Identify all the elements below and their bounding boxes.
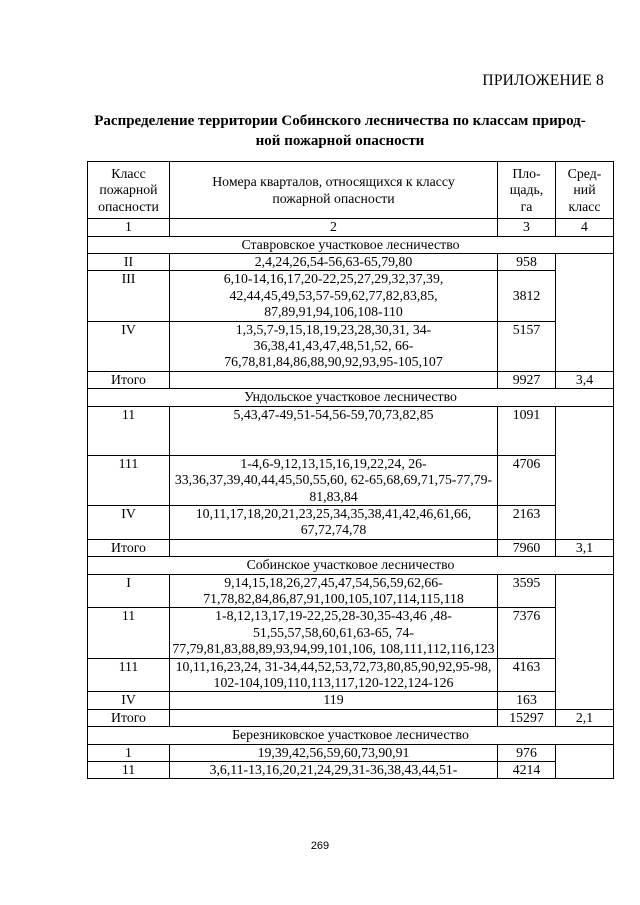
cell-average bbox=[556, 505, 614, 539]
table-row bbox=[88, 455, 614, 505]
cell-class: III bbox=[88, 271, 170, 321]
section-title: Ставровское участковое лесничество bbox=[88, 236, 614, 253]
cell-quarters: 3,6,11-13,16,20,21,24,29,31-36,38,43,44,51- bbox=[170, 762, 498, 779]
total-row bbox=[88, 709, 614, 726]
cell-class: 11 bbox=[88, 608, 170, 658]
cell-average bbox=[556, 658, 614, 692]
section-row bbox=[88, 389, 614, 406]
section-row bbox=[88, 557, 614, 574]
table-row bbox=[88, 254, 614, 271]
cell-area: 976 bbox=[498, 744, 556, 761]
table-row bbox=[88, 321, 614, 371]
cell-class: IV bbox=[88, 505, 170, 539]
cell-class: 11 bbox=[88, 762, 170, 779]
table-row bbox=[88, 505, 614, 539]
cell-total-label: Итого bbox=[88, 371, 170, 388]
cell-class: IV bbox=[88, 321, 170, 371]
column-numbers-row bbox=[88, 219, 614, 236]
col-number: 3 bbox=[498, 219, 556, 236]
cell-quarters: 10,11,16,23,24, 31-34,44,52,53,72,73,80,85,90,92,95-98, 102-104,109,110,113,117,120-122,124-126 bbox=[170, 658, 498, 692]
cell-area: 3812 bbox=[498, 271, 556, 321]
cell-total-area: 15297 bbox=[498, 709, 556, 726]
cell-quarters: 19,39,42,56,59,60,73,90,91 bbox=[170, 744, 498, 761]
col-number: 2 bbox=[170, 219, 498, 236]
section-title: Ундольское участковое лесничество bbox=[88, 389, 614, 406]
cell-total-average: 3,1 bbox=[556, 539, 614, 556]
cell-average bbox=[556, 744, 614, 761]
cell-average bbox=[556, 608, 614, 658]
cell-total-area: 7960 bbox=[498, 539, 556, 556]
cell-average bbox=[556, 271, 614, 321]
cell-area: 4706 bbox=[498, 455, 556, 505]
header-area: Пло-щадь, га bbox=[498, 162, 556, 219]
cell-class: I bbox=[88, 574, 170, 608]
header-quarters: Номера кварталов, относящихся к классу пожарной опасности bbox=[170, 162, 498, 219]
cell-average bbox=[556, 455, 614, 505]
title-line-1: Распределение территории Собинского лесничества по классам природ- bbox=[94, 113, 586, 129]
title-line-2: ной пожарной опасности bbox=[255, 133, 425, 149]
page-number: 269 bbox=[310, 840, 330, 852]
section-row bbox=[88, 727, 614, 744]
section-title: Березниковское участковое лесничество bbox=[88, 727, 614, 744]
cell-quarters: 1,3,5,7-9,15,18,19,23,28,30,31, 34-36,38,41,43,47,48,51,52, 66-76,78,81,84,86,88,90,92,93,95-105,107 bbox=[170, 321, 498, 371]
cell-average bbox=[556, 692, 614, 709]
cell-total-label: Итого bbox=[88, 709, 170, 726]
cell-area: 958 bbox=[498, 254, 556, 271]
cell-class: 11 bbox=[88, 406, 170, 455]
cell-quarters: 10,11,17,18,20,21,23,25,34,35,38,41,42,46,61,66, 67,72,74,78 bbox=[170, 505, 498, 539]
cell-area: 3595 bbox=[498, 574, 556, 608]
cell-class: II bbox=[88, 254, 170, 271]
section-row bbox=[88, 236, 614, 253]
appendix-label: ПРИЛОЖЕНИЕ 8 bbox=[482, 72, 604, 89]
fire-class-table bbox=[87, 161, 614, 779]
cell-quarters: 5,43,47-49,51-54,56-59,70,73,82,85 bbox=[170, 406, 498, 455]
cell-area: 7376 bbox=[498, 608, 556, 658]
cell-average bbox=[556, 762, 614, 779]
cell-quarters: 9,14,15,18,26,27,45,47,54,56,59,62,66- 71,78,82,84,86,87,91,100,105,107,114,115,118 bbox=[170, 574, 498, 608]
table-row bbox=[88, 692, 614, 709]
cell-total-label: Итого bbox=[88, 539, 170, 556]
header-row bbox=[88, 162, 614, 219]
cell-total-average: 2,1 bbox=[556, 709, 614, 726]
table-row bbox=[88, 608, 614, 658]
cell-average bbox=[556, 406, 614, 455]
cell-average bbox=[556, 321, 614, 371]
table-row bbox=[88, 574, 614, 608]
cell-class: 1 bbox=[88, 744, 170, 761]
cell-area: 2163 bbox=[498, 505, 556, 539]
cell-total-average: 3,4 bbox=[556, 371, 614, 388]
cell-area: 4163 bbox=[498, 658, 556, 692]
cell-empty bbox=[170, 709, 498, 726]
document-title bbox=[60, 111, 620, 151]
cell-average bbox=[556, 574, 614, 608]
cell-empty bbox=[170, 371, 498, 388]
cell-average bbox=[556, 254, 614, 271]
cell-area: 163 bbox=[498, 692, 556, 709]
cell-class: IV bbox=[88, 692, 170, 709]
table-row bbox=[88, 744, 614, 761]
cell-total-area: 9927 bbox=[498, 371, 556, 388]
header-average: Сред-ний класс bbox=[556, 162, 614, 219]
table-row bbox=[88, 271, 614, 321]
col-number: 1 bbox=[88, 219, 170, 236]
total-row bbox=[88, 539, 614, 556]
table-row bbox=[88, 762, 614, 779]
total-row bbox=[88, 371, 614, 388]
cell-area: 5157 bbox=[498, 321, 556, 371]
cell-class: 111 bbox=[88, 658, 170, 692]
cell-quarters: 119 bbox=[170, 692, 498, 709]
cell-empty bbox=[170, 539, 498, 556]
col-number: 4 bbox=[556, 219, 614, 236]
cell-area: 4214 bbox=[498, 762, 556, 779]
header-class: Класс пожарной опасности bbox=[88, 162, 170, 219]
cell-quarters: 2,4,24,26,54-56,63-65,79,80 bbox=[170, 254, 498, 271]
table-row bbox=[88, 406, 614, 455]
section-title: Собинское участковое лесничество bbox=[88, 557, 614, 574]
cell-class: 111 bbox=[88, 455, 170, 505]
cell-area: 1091 bbox=[498, 406, 556, 455]
cell-quarters: 1-4,6-9,12,13,15,16,19,22,24, 26-33,36,37,39,40,44,45,50,55,60, 62-65,68,69,71,75-77,79-81,83,84 bbox=[170, 455, 498, 505]
cell-quarters: 1-8,12,13,17,19-22,25,28-30,35-43,46 ,48-51,55,57,58,60,61,63-65, 74-77,79,81,83,88,89,93,94,99,101,106, 108,111,112,116,123 bbox=[170, 608, 498, 658]
table-row bbox=[88, 658, 614, 692]
cell-quarters: 6,10-14,16,17,20-22,25,27,29,32,37,39, 42,44,45,49,53,57-59,62,77,82,83,85, 87,89,91,94,106,108-110 bbox=[170, 271, 498, 321]
